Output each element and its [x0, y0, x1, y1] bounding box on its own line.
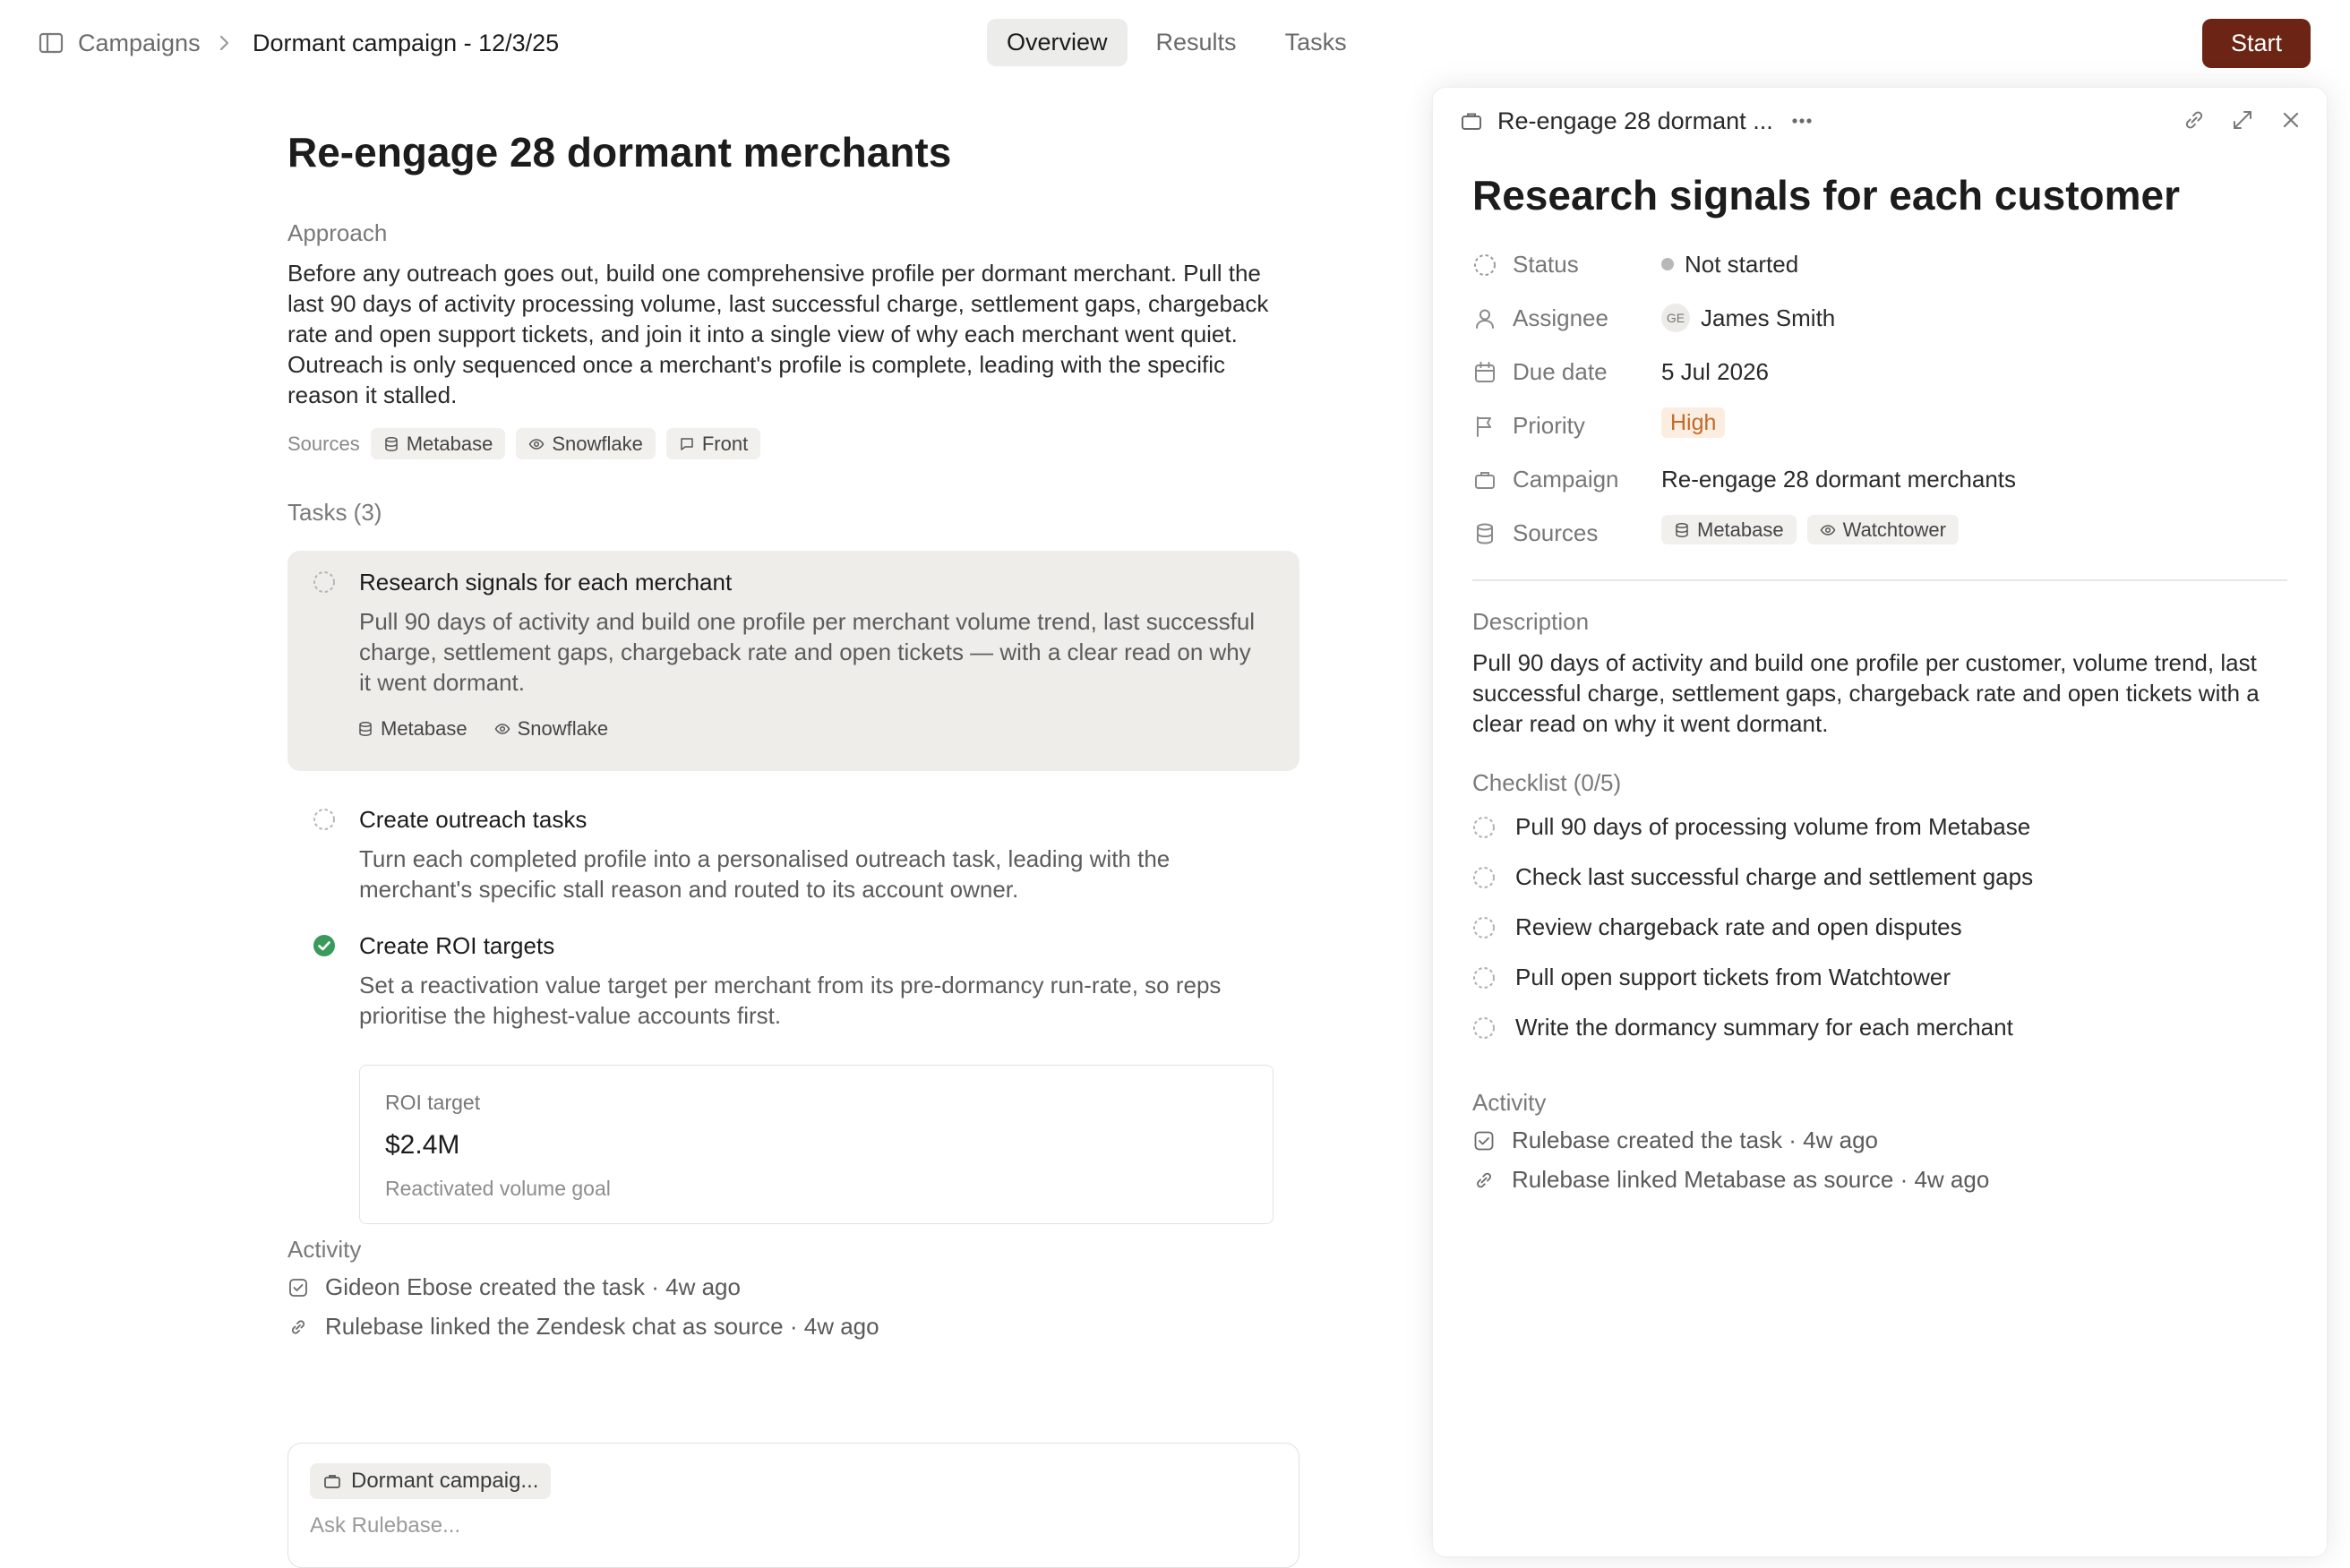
copy-link-icon[interactable] [2182, 107, 2207, 133]
flag-icon [1472, 414, 1497, 439]
page-title: Re-engage 28 dormant merchants [287, 129, 952, 176]
property-label: Assignee [1513, 304, 1608, 331]
tasks-heading: Tasks (3) [287, 499, 382, 526]
eye-icon [1820, 522, 1836, 538]
status-icon [1472, 253, 1497, 278]
link-icon [287, 1316, 309, 1338]
checklist-item[interactable] [1472, 863, 2033, 891]
status-text: Not started [1685, 251, 1799, 278]
roi-subtitle: Reactivated volume goal [385, 1177, 611, 1200]
avatar: GE [1661, 304, 1690, 332]
checklist-heading: Checklist (0/5) [1472, 769, 1622, 796]
property-campaign [1472, 461, 2287, 497]
roi-target-card[interactable] [359, 1065, 1274, 1224]
checklist-item[interactable] [1472, 913, 1962, 941]
unchecked-circle-icon[interactable] [1472, 1016, 1496, 1040]
sources-value [1661, 515, 1959, 544]
source-chip-label: Front [701, 432, 749, 455]
checklist-text: Write the dormancy summary for each merchant [1515, 1014, 2013, 1041]
roi-label: ROI target [385, 1091, 481, 1114]
view-tabs [987, 19, 1367, 66]
source-chip-label: Snowflake [517, 716, 609, 740]
task-detail-panel [1433, 88, 2327, 1556]
status-done-icon[interactable] [313, 934, 336, 957]
source-chip-metabase[interactable] [371, 428, 506, 459]
description-text[interactable]: Pull 90 days of activity and build one profile per customer, volume trend, last successful charge, settlement gaps, chargeback rate and open tickets with a clear read on why it went dormant. [1472, 649, 2260, 737]
checklist-text: Pull 90 days of processing volume from Metabase [1515, 813, 2031, 840]
ask-composer[interactable] [287, 1443, 1299, 1568]
source-chip-front[interactable] [666, 428, 760, 459]
source-chip-metabase[interactable] [1661, 515, 1797, 544]
property-label: Campaign [1513, 466, 1619, 493]
activity-text: Rulebase created the task · 4w ago [1512, 1127, 1879, 1153]
roi-value: $2.4M [385, 1130, 460, 1160]
briefcase-icon [1472, 467, 1497, 493]
source-chip-label: Metabase [381, 716, 467, 740]
sources-label: Sources [287, 432, 360, 455]
briefcase-icon [1460, 109, 1483, 133]
property-status [1472, 246, 2287, 282]
tab-overview[interactable]: Overview [987, 19, 1128, 66]
sources-row [287, 428, 760, 459]
unchecked-circle-icon[interactable] [1472, 916, 1496, 939]
source-chip-watchtower[interactable] [1807, 515, 1959, 544]
activity-text: Gideon Ebose created the task · 4w ago [325, 1273, 741, 1300]
source-chip-metabase[interactable] [348, 713, 476, 744]
checklist-item[interactable] [1472, 1014, 2013, 1041]
chat-icon [679, 436, 695, 452]
campaign-value[interactable]: Re-engage 28 dormant merchants [1661, 466, 2017, 493]
task-item-create-roi[interactable] [287, 916, 1299, 1310]
divider [1472, 579, 2287, 581]
checklist-item[interactable] [1472, 813, 2030, 841]
task-title: Research signals for each merchant [359, 569, 733, 595]
status-dot-icon [1661, 258, 1674, 270]
description-heading: Description [1472, 608, 1590, 635]
activity-heading: Activity [1472, 1089, 1547, 1116]
context-chip[interactable] [310, 1463, 551, 1499]
activity-heading: Activity [287, 1236, 362, 1263]
task-description: Turn each completed profile into a personalised outreach task, leading with the merchant's specific stall reason and routed to its account owner. [359, 845, 1171, 903]
property-sources [1472, 515, 2287, 551]
sidebar-toggle-icon[interactable] [38, 30, 64, 56]
unchecked-circle-icon[interactable] [1472, 816, 1496, 839]
status-not-started-icon[interactable] [313, 570, 336, 594]
close-icon[interactable] [2278, 107, 2303, 133]
property-label: Priority [1513, 412, 1585, 439]
property-due-date [1472, 354, 2287, 390]
checklist-text: Pull open support tickets from Watchtower [1515, 964, 1951, 990]
activity-item [287, 1313, 879, 1341]
source-chip-label: Snowflake [552, 432, 643, 455]
breadcrumb-current: Dormant campaign - 12/3/25 [253, 30, 560, 56]
activity-text: Rulebase linked the Zendesk chat as source · 4w ago [325, 1313, 879, 1340]
start-button[interactable]: Start [2202, 19, 2311, 68]
source-chip-label: Metabase [406, 432, 493, 455]
priority-value[interactable] [1661, 407, 1725, 438]
top-bar [0, 0, 2350, 86]
task-description: Pull 90 days of activity and build one profile per merchant volume trend, last successful charge, settlement gaps, chargeback rate and open tickets — with a clear read on why it went dormant. [359, 608, 1256, 696]
source-chip-label: Watchtower [1842, 518, 1946, 541]
expand-icon[interactable] [2230, 107, 2255, 133]
source-chip-label: Metabase [1697, 518, 1784, 541]
assignee-value[interactable] [1661, 300, 1835, 336]
unchecked-circle-icon[interactable] [1472, 966, 1496, 990]
person-icon [1472, 306, 1497, 331]
database-icon [383, 436, 399, 452]
database-icon [1472, 521, 1497, 546]
property-priority [1472, 407, 2287, 443]
activity-item [1472, 1127, 1878, 1154]
approach-label: Approach [287, 219, 388, 246]
briefcase-icon [322, 1471, 342, 1491]
priority-badge: High [1661, 407, 1725, 438]
activity-item [1472, 1166, 1989, 1194]
eye-icon [494, 721, 510, 737]
panel-breadcrumb[interactable]: Re-engage 28 dormant ... [1497, 107, 1773, 134]
task-title[interactable]: Research signals for each customer [1472, 172, 2180, 218]
property-label: Due date [1513, 358, 1608, 385]
task-sources [348, 713, 617, 744]
due-date-value[interactable]: 5 Jul 2026 [1661, 358, 1769, 385]
calendar-icon [1472, 360, 1497, 385]
checkbox-icon [1472, 1129, 1496, 1152]
task-item-research-signals[interactable] [287, 551, 1299, 771]
task-item-create-outreach[interactable] [287, 790, 1299, 903]
tab-results[interactable]: Results [1155, 29, 1237, 56]
task-title: Create ROI targets [359, 932, 555, 959]
unchecked-circle-icon[interactable] [1472, 866, 1496, 889]
composer-input[interactable]: Ask Rulebase... [310, 1513, 461, 1538]
database-icon [357, 721, 373, 737]
assignee-name: James Smith [1701, 304, 1836, 331]
approach-text: Before any outreach goes out, build one comprehensive profile per dormant merchant. Pull the last 90 days of activity processing volume, last successful charge, settlement gaps, chargeback rate and open support tickets, and join it into a single view of why each merchant went quiet. Outreach is only sequenced once a merchant's profile is complete, leading with the specific reason it stalled. [287, 260, 1269, 408]
breadcrumb-campaigns-link[interactable]: Campaigns [78, 30, 201, 56]
chevron-right-icon [213, 30, 236, 56]
property-assignee [1472, 300, 2287, 336]
property-label: Sources [1513, 519, 1599, 546]
tab-tasks[interactable]: Tasks [1284, 29, 1347, 56]
link-icon [1472, 1169, 1496, 1192]
source-chip-snowflake[interactable] [516, 428, 656, 459]
checklist-item[interactable] [1472, 964, 1951, 991]
checkbox-icon [287, 1277, 309, 1298]
source-chip-snowflake[interactable] [485, 713, 618, 744]
status-value[interactable] [1661, 246, 1798, 282]
checklist-text: Check last successful charge and settlement gaps [1515, 863, 2034, 890]
task-title: Create outreach tasks [359, 806, 588, 833]
database-icon [1674, 522, 1690, 538]
property-label: Status [1513, 251, 1579, 278]
more-options-icon[interactable] [1789, 109, 1814, 133]
status-not-started-icon[interactable] [313, 808, 336, 831]
activity-text: Rulebase linked Metabase as source · 4w ago [1512, 1166, 1990, 1193]
eye-icon [528, 436, 545, 452]
activity-item [287, 1273, 741, 1301]
task-description: Set a reactivation value target per merchant from its pre-dormancy run-rate, so reps prioritise the highest-value accounts first. [359, 972, 1222, 1029]
context-chip-label: Dormant campaig... [351, 1469, 539, 1493]
checklist-text: Review chargeback rate and open disputes [1515, 913, 1962, 940]
